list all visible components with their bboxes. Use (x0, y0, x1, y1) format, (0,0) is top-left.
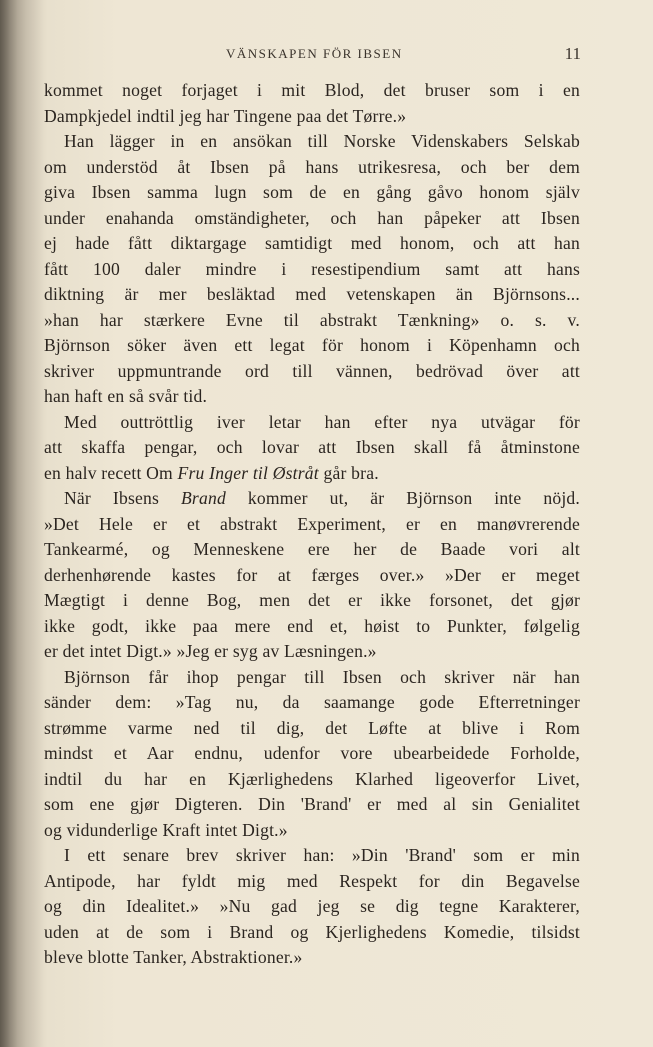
text-line: bleve blotte Tanker, Abstraktioner.» (44, 947, 303, 967)
text-line: Tankearmé, og Menneskene ere her de Baade vori alt (44, 539, 580, 559)
text-segment: kommer ut, är Björnson inte nöjd. (225, 488, 581, 508)
text-line: kommet noget forjaget i mit Blod, det bruser som i en (44, 80, 580, 100)
text-line: under enahanda omständigheter, och han påpeker att Ibsen (44, 207, 580, 228)
text-line: ej hade fått diktargage samtidigt med honom, och att han (44, 233, 580, 253)
running-head (0, 44, 653, 64)
text-line: »Det Hele er et abstrakt Experiment, er en manøvrerende (44, 513, 580, 534)
italic-title: Fru Inger til Østråt (177, 462, 319, 483)
text-line: uden at de som i Brand og Kjerlighedens Komedie, tilsidst (44, 921, 580, 942)
text-line: Antipode, har fyldt mig med Respekt for din Begavelse (44, 870, 580, 891)
text-line: om understöd åt Ibsen på hans utrikesresa, och ber dem (44, 156, 580, 177)
text-segment: går bra. (318, 462, 379, 483)
body-text (44, 78, 580, 971)
text-line: og vidunderlige Kraft intet Digt.» (44, 819, 288, 840)
text-line: skriver uppmuntrande ord till vännen, bedrövad över att (44, 360, 580, 381)
text-line: og din Idealitet.» »Nu gad jeg se dig tegne Karakterer, (44, 896, 580, 916)
text-line: indtil du har en Kjærlighedens Klarhed ligeoverfor Livet, (44, 768, 580, 789)
text-line: I ett senare brev skriver han: »Din 'Brand' som er min (64, 845, 580, 865)
text-line: Björnson söker även ett legat för honom i Köpenhamn och (44, 335, 580, 355)
text-line: fått 100 daler mindre i resestipendium samt att hans (44, 258, 580, 279)
text-line (44, 461, 580, 487)
spine-shadow (0, 0, 44, 1047)
text-line: »han har stærkere Evne til abstrakt Tænkning» o. s. v. (44, 309, 580, 330)
text-segment: en halv recett Om (44, 462, 178, 483)
text-line: strømme varme ned til dig, det Løfte at blive i Rom (44, 717, 580, 738)
text-segment: När Ibsens (64, 488, 181, 508)
text-line: er det intet Digt.» »Jeg er syg av Læsningen.» (44, 641, 377, 661)
text-line: derhenhørende kastes for at færges over.» »Der er meget (44, 564, 580, 585)
text-line: sänder dem: »Tag nu, da saamange gode Efterretninger (44, 692, 580, 712)
text-line: han haft en så svår tid. (44, 386, 208, 406)
text-line: mindst et Aar endnu, udenfor vore ubearbeidede Forholde, (44, 743, 580, 763)
italic-title: Brand (180, 488, 226, 508)
text-line: Björnson får ihop pengar till Ibsen och skriver när han (64, 666, 580, 687)
text-line (44, 486, 580, 512)
text-line: Mægtigt i denne Bog, men det er ikke forsonet, det gjør (44, 590, 580, 610)
text-line: att skaffa pengar, och lovar att Ibsen skall få åtminstone (44, 437, 580, 457)
text-line: Dampkjedel indtil jeg har Tingene paa det Tørre.» (44, 105, 407, 126)
text-line: giva Ibsen samma lugn som de en gång gåvo honom själv (44, 182, 580, 202)
page-number: 11 (564, 44, 581, 63)
text-line: diktning är mer besläktad med vetenskapen än Björnsons... (44, 284, 580, 304)
text-line: ikke godt, ikke paa mere end et, høist to Punkter, følgelig (44, 615, 580, 636)
text-line: Med outtröttlig iver letar han efter nya utvägar för (64, 411, 580, 432)
text-line: Han lägger in en ansökan till Norske Videnskabers Selskab (64, 131, 580, 151)
running-head-title: VÄNSKAPEN FÖR IBSEN (226, 46, 403, 61)
text-line: som ene gjør Digteren. Din 'Brand' er med al sin Genialitet (44, 794, 580, 814)
